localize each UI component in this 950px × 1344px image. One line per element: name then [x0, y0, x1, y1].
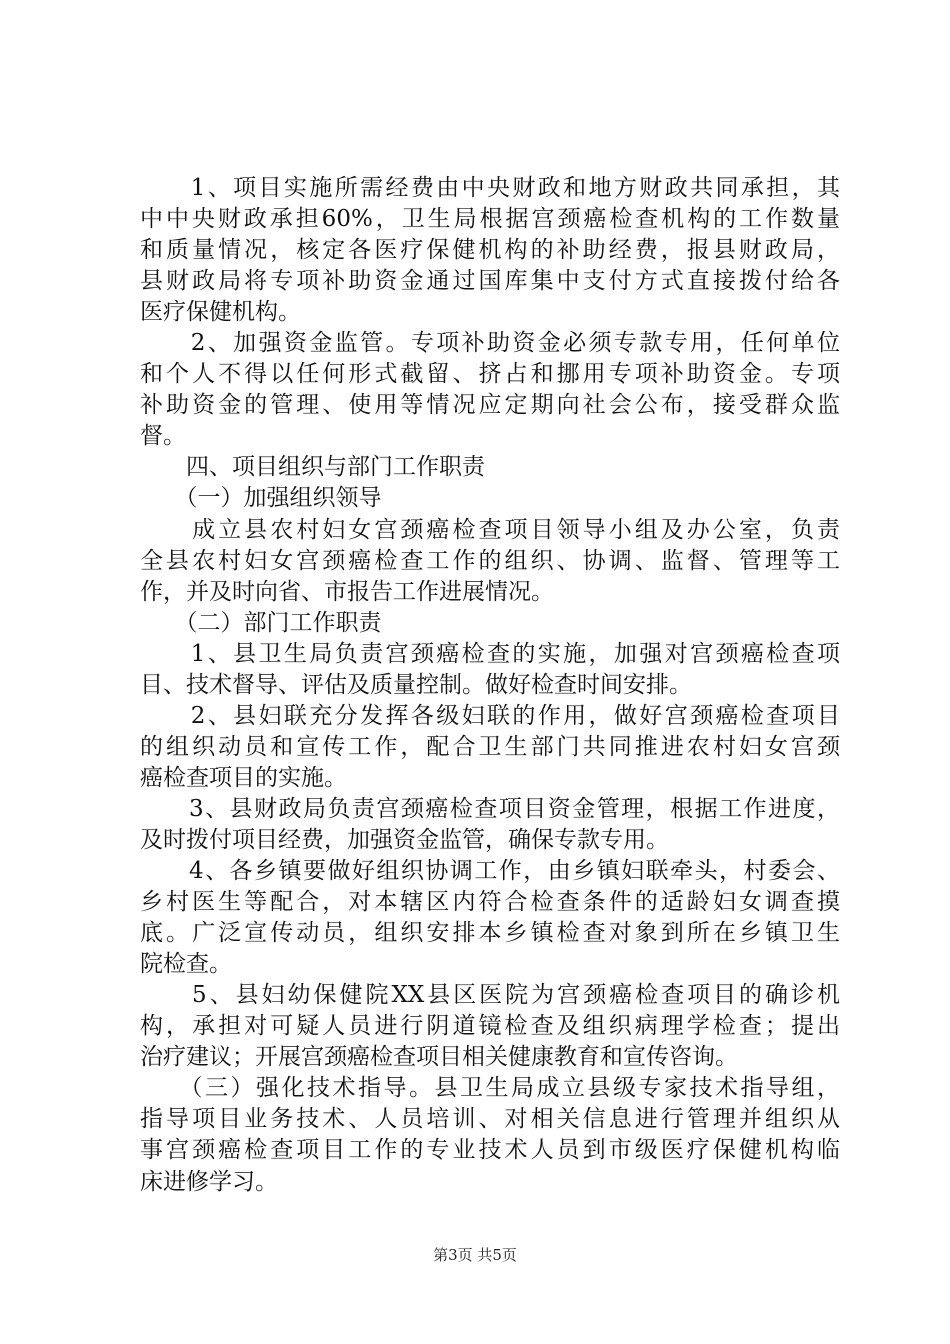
- text-line: 1、县卫生局负责宫颈癌检查的实施，加强对宫颈癌检查项: [140, 640, 840, 667]
- text-line: 医疗保健机构。: [140, 299, 301, 326]
- text-line: （一）加强组织领导: [140, 485, 382, 512]
- text-line: 及时拨付项目经费，加强资金监管，确保专款专用。: [140, 826, 669, 853]
- document-body: [140, 173, 840, 1198]
- text-line: 和质量情况，核定各医疗保健机构的补助经费，报县财政局，: [140, 237, 840, 264]
- text-line: 目、技术督导、评估及质量控制。做好检查时间安排。: [140, 671, 692, 698]
- text-line: 1、项目实施所需经费由中央财政和地方财政共同承担，其: [140, 175, 840, 201]
- text-line: 3、县财政局负责宫颈癌检查项目资金管理，根据工作进度，: [140, 795, 840, 822]
- text-line: 和个人不得以任何形式截留、挤占和挪用专项补助资金。专项: [140, 361, 840, 388]
- text-line: 乡村医生等配合，对本辖区内符合检查条件的适龄妇女调查摸: [140, 889, 840, 916]
- text-line: 督。: [140, 423, 186, 450]
- text-line: 四、项目组织与部门工作职责: [140, 454, 485, 481]
- text-line: 癌检查项目的实施。: [140, 764, 347, 791]
- text-line: 构，承担对可疑人员进行阴道镜检查及组织病理学检查；提出: [140, 1013, 840, 1040]
- text-line: 2、县妇联充分发挥各级妇联的作用，做好宫颈癌检查项目: [140, 702, 840, 729]
- text-line: 作，并及时向省、市报告工作进展情况。: [140, 578, 554, 605]
- text-line: 床进修学习。: [140, 1168, 278, 1195]
- text-line: 指导项目业务技术、人员培训、对相关信息进行管理并组织从: [140, 1106, 840, 1133]
- text-line: 2、加强资金监管。专项补助资金必须专款专用，任何单位: [140, 330, 840, 357]
- text-line: 事宫颈癌检查项目工作的专业技术人员到市级医疗保健机构临: [140, 1137, 840, 1164]
- text-line: 补助资金的管理、使用等情况应定期向社会公布，接受群众监: [140, 392, 840, 419]
- text-line: 院检查。: [140, 951, 232, 978]
- text-line: 全县农村妇女宫颈癌检查工作的组织、协调、监督、管理等工: [140, 547, 840, 574]
- text-line: 治疗建议；开展宫颈癌检查项目相关健康教育和宣传咨询。: [140, 1044, 738, 1071]
- text-line: 县财政局将专项补助资金通过国库集中支付方式直接拨付给各: [140, 268, 840, 295]
- text-line: （三）强化技术指导。县卫生局成立县级专家技术指导组，: [140, 1075, 840, 1102]
- text-line: 5、县妇幼保健院XX县区医院为宫颈癌检查项目的确诊机: [140, 982, 840, 1009]
- text-line: 底。广泛宣传动员，组织安排本乡镇检查对象到所在乡镇卫生: [140, 920, 840, 947]
- text-line: （二）部门工作职责: [140, 609, 382, 636]
- text-line: 的组织动员和宣传工作，配合卫生部门共同推进农村妇女宫颈: [140, 733, 840, 760]
- text-line: 中中央财政承担60%，卫生局根据宫颈癌检查机构的工作数量: [140, 206, 840, 233]
- text-line: 4、各乡镇要做好组织协调工作，由乡镇妇联牵头，村委会、: [140, 858, 840, 885]
- page-footer: 第3页 共5页: [433, 1246, 517, 1264]
- text-line: 成立县农村妇女宫颈癌检查项目领导小组及办公室，负责: [140, 516, 840, 543]
